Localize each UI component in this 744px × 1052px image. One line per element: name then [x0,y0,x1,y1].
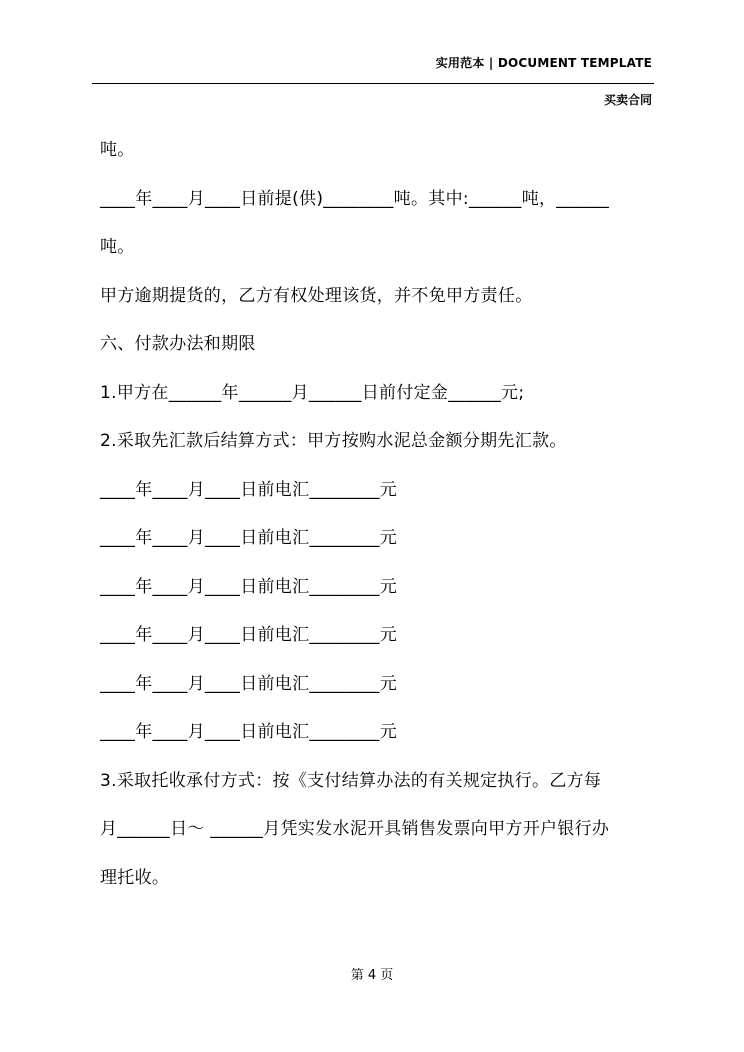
payment-line: ____年____月____日前电汇________元 [100,479,398,500]
header-divider [92,83,654,84]
section-heading: 六、付款办法和期限 [100,334,256,354]
payment-line: ____年____月____日前电汇________元 [100,576,398,597]
body-line: 月______日～ ______月凭实发水泥开具销售发票向甲方开户银行办 [100,819,610,839]
body-line: 1.甲方在______年______月______日前付定金______元; [100,382,525,403]
body-line: 3.采取托收承付方式：按《支付结算办法的有关规定执行。乙方每 [100,770,602,791]
body-line: ____年____月____日前提(供)________吨。其中:______吨，______ [100,188,610,209]
body-line: 吨。 [100,237,135,257]
body-line: 2.采取先汇款后结算方式：甲方按购水泥总金额分期先汇款。 [100,431,567,451]
body-line: 甲方逾期提货的，乙方有权处理该货，并不免甲方责任。 [100,285,533,306]
document-body [100,138,660,914]
payment-line: ____年____月____日前电汇________元 [100,722,398,742]
payment-line: ____年____月____日前电汇________元 [100,528,398,548]
payment-line: ____年____月____日前电汇________元 [100,673,398,694]
header-title: 实用范本 | DOCUMENT TEMPLATE [435,56,652,70]
header-subtitle: 买卖合同 [603,93,652,107]
body-line: 理托收。 [100,867,170,888]
page-number: 第 4 页 [350,968,394,983]
body-line: 吨。 [100,140,135,160]
payment-line: ____年____月____日前电汇________元 [100,625,398,645]
